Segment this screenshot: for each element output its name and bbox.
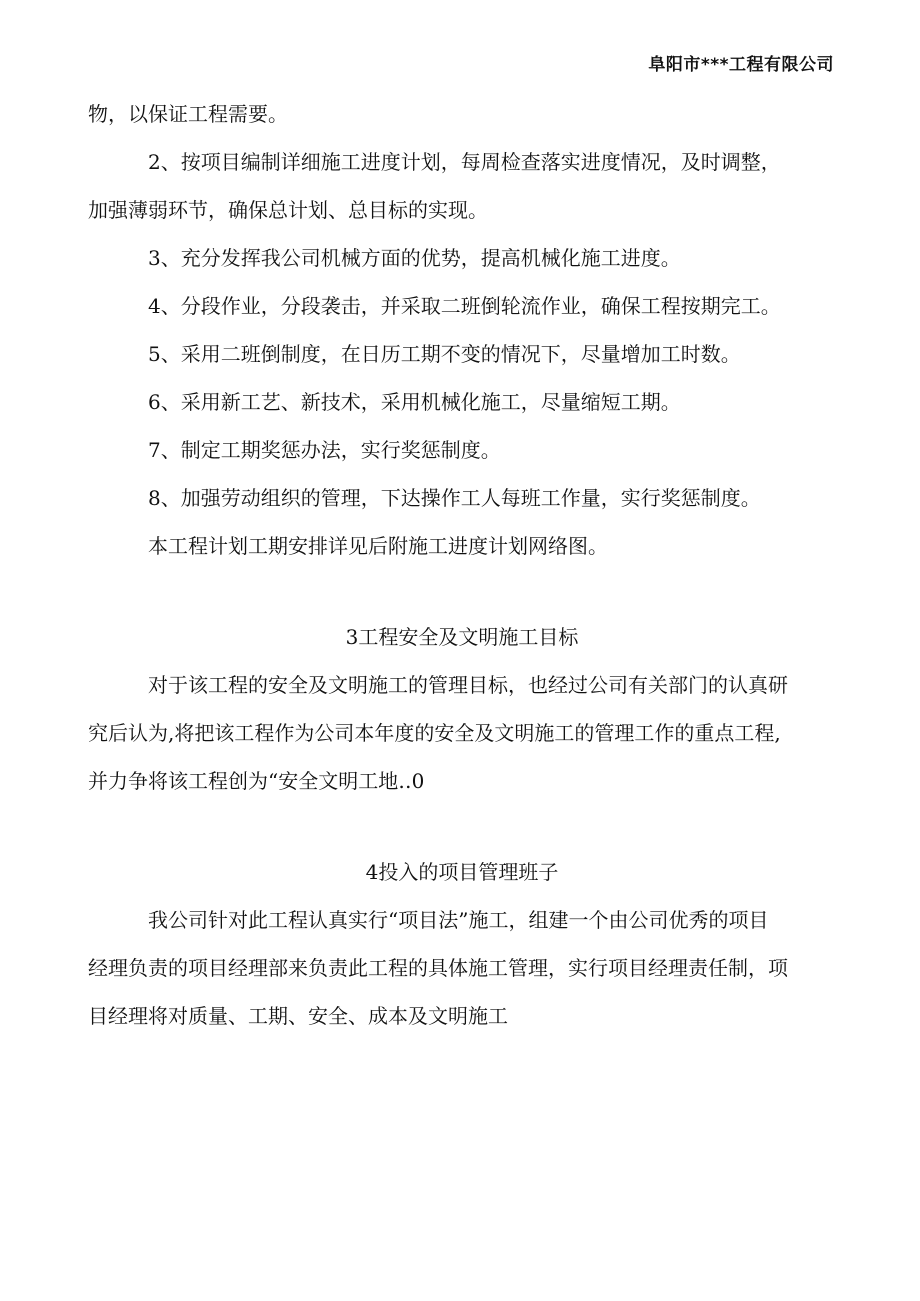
list-item: 4、分段作业，分段袭击，并采取二班倒轮流作业，确保工程按期完工。 [148, 294, 781, 318]
list-item: 6、采用新工艺、新技术，采用机械化施工，尽量缩短工期。 [148, 390, 681, 414]
list-item: 2、按项目编制详细施工进度计划，每周检查落实进度情况，及时调整， [148, 150, 781, 174]
paragraph-line: 我公司针对此工程认真实行“项目法”施工，组建一个由公司优秀的项目 [148, 908, 769, 932]
section-heading: 3工程安全及文明施工目标 [345, 625, 579, 649]
paragraph-line: 对于该工程的安全及文明施工的管理目标，也经过公司有关部门的认真研 [148, 673, 788, 697]
paragraph-line: 经理负责的项目经理部来负责此工程的具体施工管理，实行项目经理责任制，项 [88, 956, 788, 980]
paragraph-line: 目经理将对质量、工期、安全、成本及文明施工 [88, 1004, 508, 1028]
list-item: 5、采用二班倒制度，在日历工期不变的情况下，尽量增加工时数。 [148, 342, 741, 366]
list-item: 7、制定工期奖惩办法，实行奖惩制度。 [148, 438, 501, 462]
paragraph-line: 究后认为,将把该工程作为公司本年度的安全及文明施工的管理工作的重点工程, [88, 721, 781, 745]
closing-paragraph: 本工程计划工期安排详见后附施工进度计划网络图。 [148, 534, 608, 558]
list-item-continuation: 加强薄弱环节，确保总计划、总目标的实现。 [88, 198, 488, 222]
paragraph-line: 物，以保证工程需要。 [88, 102, 288, 126]
list-item: 8、加强劳动组织的管理，下达操作工人每班工作量，实行奖惩制度。 [148, 486, 761, 510]
document-body [88, 90, 836, 1040]
section-heading: 4投入的项目管理班子 [365, 860, 559, 884]
paragraph-line: 并力争将该工程创为“安全文明工地‥0 [88, 769, 425, 793]
list-item: 3、充分发挥我公司机械方面的优势，提高机械化施工进度。 [148, 246, 681, 270]
company-header: 阜阳市***工程有限公司 [648, 55, 834, 75]
